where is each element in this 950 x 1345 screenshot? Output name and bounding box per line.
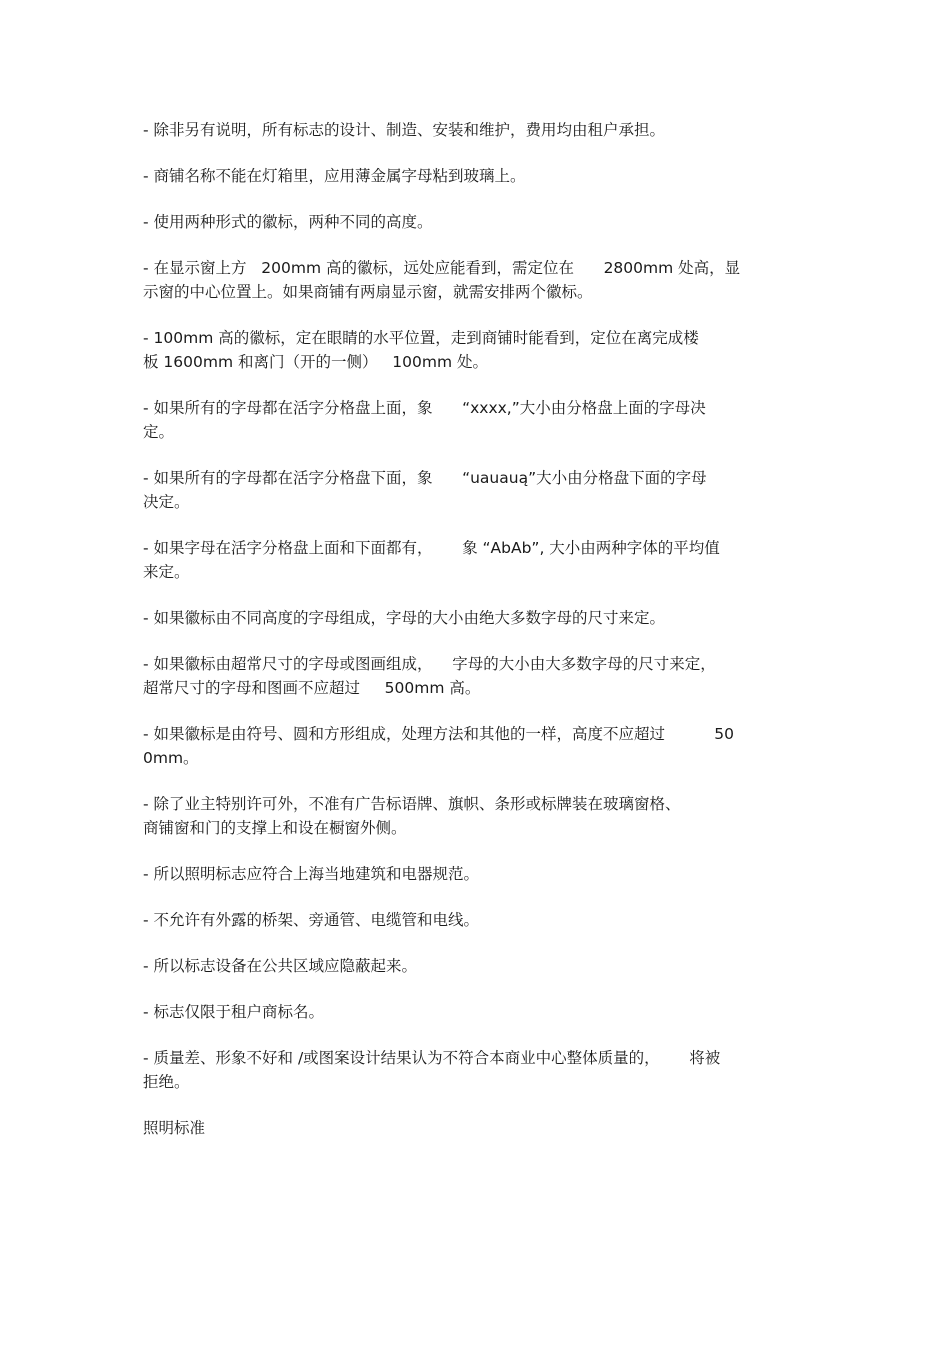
paragraph-shop-name: - 商铺名称不能在灯箱里，应用薄金属字母粘到玻璃上。 — [143, 167, 526, 185]
paragraph-tenant-brand-only: - 标志仅限于租户商标名。 — [143, 1003, 325, 1021]
paragraph-no-exposed-wiring: - 不允许有外露的桥架、旁通管、电缆管和电线。 — [143, 911, 480, 929]
document-body — [143, 118, 813, 1140]
paragraph-oversize-letters: - 如果徽标由超常尺寸的字母或图画组成， 字母的大小由大多数字母的尺寸来定， 超常尺寸的字母和图画不应超过 500mm 高。 — [143, 655, 716, 697]
paragraph-quality-rejection: - 质量差、形象不好和 /或图案设计结果认为不符合本商业中心整体质量的， 将被 拒绝。 — [143, 1049, 721, 1091]
paragraph-200mm-logo: - 在显示窗上方 200mm 高的徽标，远处应能看到，需定位在 2800mm 处高，显 示窗的中心位置上。如果商铺有两扇显示窗，就需安排两个徽标。 — [143, 259, 741, 301]
paragraph-mixed-heights: - 如果徽标由不同高度的字母组成，字母的大小由绝大多数字母的尺寸来定。 — [143, 609, 666, 627]
paragraph-concealed-equipment: - 所以标志设备在公共区域应隐蔽起来。 — [143, 957, 418, 975]
paragraph-letters-both: - 如果字母在活字分格盘上面和下面都有， 象 “AbAb”, 大小由两种字体的平均值 来定。 — [143, 539, 720, 581]
paragraph-symbols: - 如果徽标是由符号、圆和方形组成，处理方法和其他的一样，高度不应超过 50 0mm。 — [143, 725, 735, 767]
paragraph-100mm-logo: - 100mm 高的徽标，定在眼睛的水平位置，走到商铺时能看到，定位在离完成楼 板 1600mm 和离门（开的一侧） 100mm 处。 — [143, 329, 699, 371]
paragraph-tenant-cost: - 除非另有说明，所有标志的设计、制造、安装和维护，费用均由租户承担。 — [143, 121, 666, 139]
paragraph-lighting-codes: - 所以照明标志应符合上海当地建筑和电器规范。 — [143, 865, 480, 883]
paragraph-letters-below: - 如果所有的字母都在活字分格盘下面，象 “uauauą”大小由分格盘下面的字母 决定。 — [143, 469, 707, 511]
paragraph-two-logo-forms: - 使用两种形式的徽标，两种不同的高度。 — [143, 213, 433, 231]
section-heading-lighting-standard: 照明标准 — [143, 1119, 206, 1137]
paragraph-letters-above: - 如果所有的字母都在活字分格盘上面，象 “xxxx,”大小由分格盘上面的字母决 定。 — [143, 399, 706, 441]
paragraph-no-ad-signs: - 除了业主特别许可外，不准有广告标语牌、旗帜、条形或标牌装在玻璃窗格、 商铺窗和门的支撑上和设在橱窗外侧。 — [143, 795, 681, 837]
